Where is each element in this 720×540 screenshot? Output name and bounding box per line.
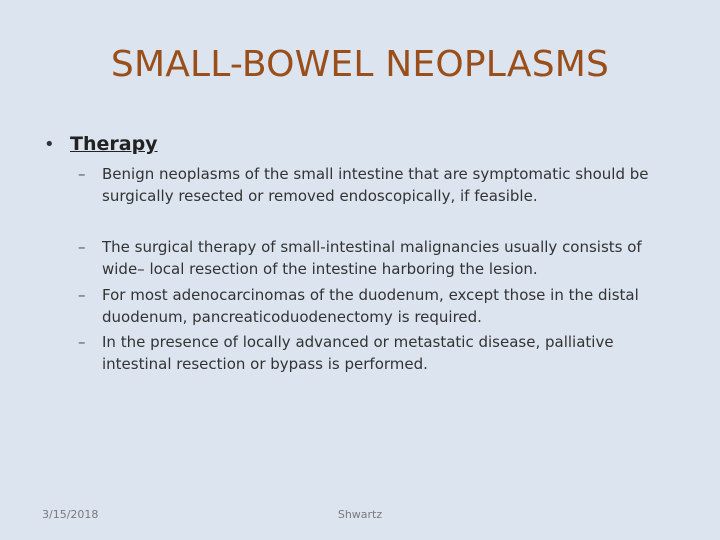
dash-marker: –	[78, 165, 86, 183]
footer-date: 3/15/2018	[42, 508, 99, 521]
slide-title: SMALL-BOWEL NEOPLASMS	[110, 44, 610, 85]
dash-marker: –	[78, 333, 86, 351]
subpoint-text: In the presence of locally advanced or metastatic disease, palliative intestinal resection or bypass is performed.	[102, 333, 614, 373]
bullet-symbol: •	[44, 134, 55, 155]
subpoint-text: Benign neoplasms of the small intestine that are symptomatic should be surgically resected or removed endoscopically, if feasible.	[102, 165, 649, 205]
subpoint-surgical	[78, 236, 678, 280]
dash-marker: –	[78, 238, 86, 256]
subpoint-duodenum	[78, 284, 678, 328]
subpoint-benign	[78, 163, 678, 207]
footer-author: Shwartz	[337, 508, 383, 521]
subpoint-text: The surgical therapy of small-intestinal malignancies usually consists of wide– local resection of the intestine harboring the lesion.	[102, 238, 642, 278]
subpoint-palliative	[78, 331, 678, 375]
dash-marker: –	[78, 286, 86, 304]
bullet-therapy	[44, 133, 158, 155]
subpoint-text: For most adenocarcinomas of the duodenum, except those in the distal duodenum, pancreaticoduodenectomy is required.	[102, 286, 639, 326]
bullet-heading: Therapy	[70, 133, 158, 155]
